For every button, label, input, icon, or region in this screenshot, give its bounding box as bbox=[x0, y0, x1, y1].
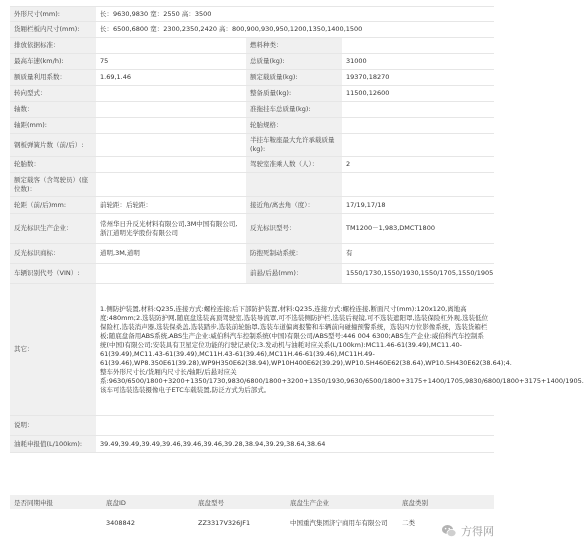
label-tire-spec: 轮胎规格： bbox=[246, 118, 342, 134]
value-overall-dimensions: 长：9630,9830 宽：2550 高：3500 bbox=[96, 7, 494, 22]
header-chassis-class: 底盘类别 bbox=[398, 495, 494, 509]
label-rated-load: 额定载质量(kg): bbox=[246, 70, 342, 86]
label-curb-weight: 整备质量(kg): bbox=[246, 86, 342, 102]
spec-row-reflector-maker bbox=[10, 214, 494, 244]
spec-row-track-angles bbox=[10, 197, 494, 214]
value-notes bbox=[96, 416, 494, 436]
label-cab-capacity: 驾驶室准乘人数（人）： bbox=[246, 157, 342, 173]
label-trailer-mass: 准拖挂车总质量(kg): bbox=[246, 102, 342, 118]
value-rated-passengers bbox=[96, 173, 246, 197]
value-max-speed: 75 bbox=[96, 54, 246, 70]
chassis-table bbox=[10, 495, 494, 537]
value-overhang: 1550/1730,1550/1930,1550/1705,1550/1905 bbox=[342, 264, 494, 284]
spec-row-tires-cab bbox=[10, 157, 494, 173]
label-rated-passengers: 额定载客（含驾驶员）(座位数)： bbox=[10, 173, 96, 197]
label-wheelbase: 轴距(mm): bbox=[10, 118, 96, 134]
cell-chassis-maker: 中国重汽集团济宁商用车有限公司 bbox=[286, 509, 398, 537]
label-overall-dimensions: 外形尺寸(mm): bbox=[10, 7, 96, 22]
label-reflector-model: 反光标识型号： bbox=[246, 214, 342, 244]
spec-row-reflector-brand bbox=[10, 244, 494, 264]
label-abs: 防抱死制动系统： bbox=[246, 244, 342, 264]
spec-row-notes bbox=[10, 416, 494, 436]
spec-row-vin-overhang bbox=[10, 264, 494, 284]
label-approach-departure: 接近角/离去角（度）： bbox=[246, 197, 342, 214]
value-leaf-springs bbox=[96, 134, 246, 157]
value-total-mass: 31000 bbox=[342, 54, 494, 70]
spec-row-seats bbox=[10, 173, 494, 197]
cell-same-period bbox=[10, 509, 102, 537]
label-max-speed: 最高车速(km/h): bbox=[10, 54, 96, 70]
spec-row-cargo-box bbox=[10, 22, 494, 38]
label-steering-type: 转向型式： bbox=[10, 86, 96, 102]
spec-row-wheelbase bbox=[10, 118, 494, 134]
header-chassis-id: 底盘ID bbox=[102, 495, 194, 509]
value-axle-count bbox=[96, 102, 246, 118]
cell-chassis-model: ZZ3317V326JF1 bbox=[194, 509, 286, 537]
value-tire-spec bbox=[342, 118, 494, 134]
label-tire-count: 轮胎数： bbox=[10, 157, 96, 173]
label-leaf-springs: 钢板弹簧片数（前/后）: bbox=[10, 134, 96, 157]
spec-row-fuel-consumption bbox=[10, 436, 494, 453]
value-track-width: 前轮距：后轮距： bbox=[96, 197, 246, 214]
label-saddle-load: 半挂车鞍座最大允许承载质量(kg): bbox=[246, 134, 342, 157]
label-fuel-consumption: 油耗申报值(L/100km): bbox=[10, 436, 96, 453]
value-wheelbase bbox=[96, 118, 246, 134]
value-steering-type bbox=[96, 86, 246, 102]
label-vin: 车辆识别代号（VIN）: bbox=[10, 264, 96, 284]
value-approach-departure: 17/19,17/18 bbox=[342, 197, 494, 214]
table-row bbox=[10, 509, 494, 537]
spec-table bbox=[10, 6, 584, 453]
value-curb-weight: 11500,12600 bbox=[342, 86, 494, 102]
label-empty bbox=[246, 173, 342, 197]
value-saddle-load bbox=[342, 134, 494, 157]
watermark bbox=[441, 523, 494, 539]
value-emission-standard bbox=[96, 38, 246, 54]
header-chassis-model: 底盘型号 bbox=[194, 495, 286, 509]
label-load-utilization: 额质量利用系数： bbox=[10, 70, 96, 86]
spec-row-dimensions bbox=[10, 7, 494, 22]
value-reflector-manufacturer: 常州华日升反光材料有限公司,3M中国有限公司,浙江道明光学股份有限公司 bbox=[96, 214, 246, 244]
label-notes: 说明： bbox=[10, 416, 96, 436]
value-rated-load: 19370,18270 bbox=[342, 70, 494, 86]
value-empty bbox=[342, 173, 494, 197]
chassis-header-row bbox=[10, 495, 494, 509]
value-load-utilization: 1.69,1.46 bbox=[96, 70, 246, 86]
value-tire-count bbox=[96, 157, 246, 173]
value-other: 1.侧防护装置,材料:Q235,连接方式:螺栓连接;后下部防护装置,材料:Q235,连接方式:螺栓连接,断面尺寸(mm):120x120,离地高度:480mm;2.选装防护网,随底盘选装高顶驾驶室,选装导流罩,可不选装侧防护栏,选装后视镜,可不选装遮阳罩,选装保险杠外观,选装低位保险杠,选装消声器,选装保桑盖,选装踏步,选装前轮胎罩,选装车道偏离报警和车辆前向碰撞预警系统，选装四方位影像系统，选装货箱栏板;随底盘备用ABS系统,ABS生产企业:威伯科汽车控制系统(中国)有限公司/ABS型号:446 004 6300;ABS生产企业:威伯科汽车控制系统(中国)有限公司;安装具有卫星定位功能的行驶记录仪;3.发动机与油耗对应关系(L/100km):MC11.46-61(39.49),MC11.40-61(39.49),MC11.43-61(39.49),MC11H.43-61(39.46),MC11H.46-61(39.46),MC11H.49-61(39.46),WP8.350E61(39.28),WP9H350E62(38.94),WP10H400E62(39.29),WP10.5H460E62(38.64),WP10.5H430E62(38.64);4.整车外形尺寸长/货厢内尺寸长/轴距/后悬对应关系:9630/6500/1800+3200+1350/1730,9830/6800/1800+3200+1350/1930,9630/6500/1800+3175+1400/1705,9830/6800/1800+3175+1400/1905.该车可选装选装摄像电子ETC车载装置,防泛方式为后部式。 bbox=[96, 284, 494, 416]
label-fuel-type: 燃料种类： bbox=[246, 38, 342, 54]
value-reflector-model: TM1200－1,983,DMCT1800 bbox=[342, 214, 494, 244]
spec-row-steering-curb bbox=[10, 86, 494, 102]
spec-row-emission-fuel bbox=[10, 38, 494, 54]
label-track-width: 轮距（前/后)mm: bbox=[10, 197, 96, 214]
value-cargo-box-dimensions: 长：6500,6800 宽：2300,2350,2420 高：800,900,930,950,1200,1350,1400,1500 bbox=[96, 22, 494, 38]
header-chassis-maker: 底盘生产企业 bbox=[286, 495, 398, 509]
label-axle-count: 轴数： bbox=[10, 102, 96, 118]
header-same-period: 是否同期申报 bbox=[10, 495, 102, 509]
value-trailer-mass bbox=[342, 102, 494, 118]
label-other: 其它： bbox=[10, 284, 96, 416]
value-vin bbox=[96, 264, 246, 284]
value-fuel-consumption: 39.49,39.49,39.49,39.46,39.46,39.46,39.28,38.94,39.29,38.64,38.64 bbox=[96, 436, 494, 453]
label-total-mass: 总质量(kg): bbox=[246, 54, 342, 70]
spec-row-load bbox=[10, 70, 494, 86]
cell-chassis-class: 二类 bbox=[398, 509, 494, 537]
label-overhang: 前悬/后悬(mm)： bbox=[246, 264, 342, 284]
label-emission-standard: 排放依据标准： bbox=[10, 38, 96, 54]
spec-row-axles bbox=[10, 102, 494, 118]
value-cab-capacity: 2 bbox=[342, 157, 494, 173]
spec-row-springs bbox=[10, 134, 494, 157]
value-reflector-brand: 道明,3M,道明 bbox=[96, 244, 246, 264]
wechat-icon bbox=[441, 523, 457, 539]
cell-chassis-id: 3408842 bbox=[102, 509, 194, 537]
spec-row-other bbox=[10, 284, 494, 416]
value-fuel-type bbox=[342, 38, 494, 54]
label-reflector-manufacturer: 反光标识生产企业： bbox=[10, 214, 96, 244]
label-cargo-box-dimensions: 货厢栏板内尺寸(mm): bbox=[10, 22, 96, 38]
label-reflector-brand: 反光标识商标： bbox=[10, 244, 96, 264]
spec-row-speed-mass bbox=[10, 54, 494, 70]
value-abs: 有 bbox=[342, 244, 494, 264]
watermark-text: 方得网 bbox=[461, 525, 494, 538]
